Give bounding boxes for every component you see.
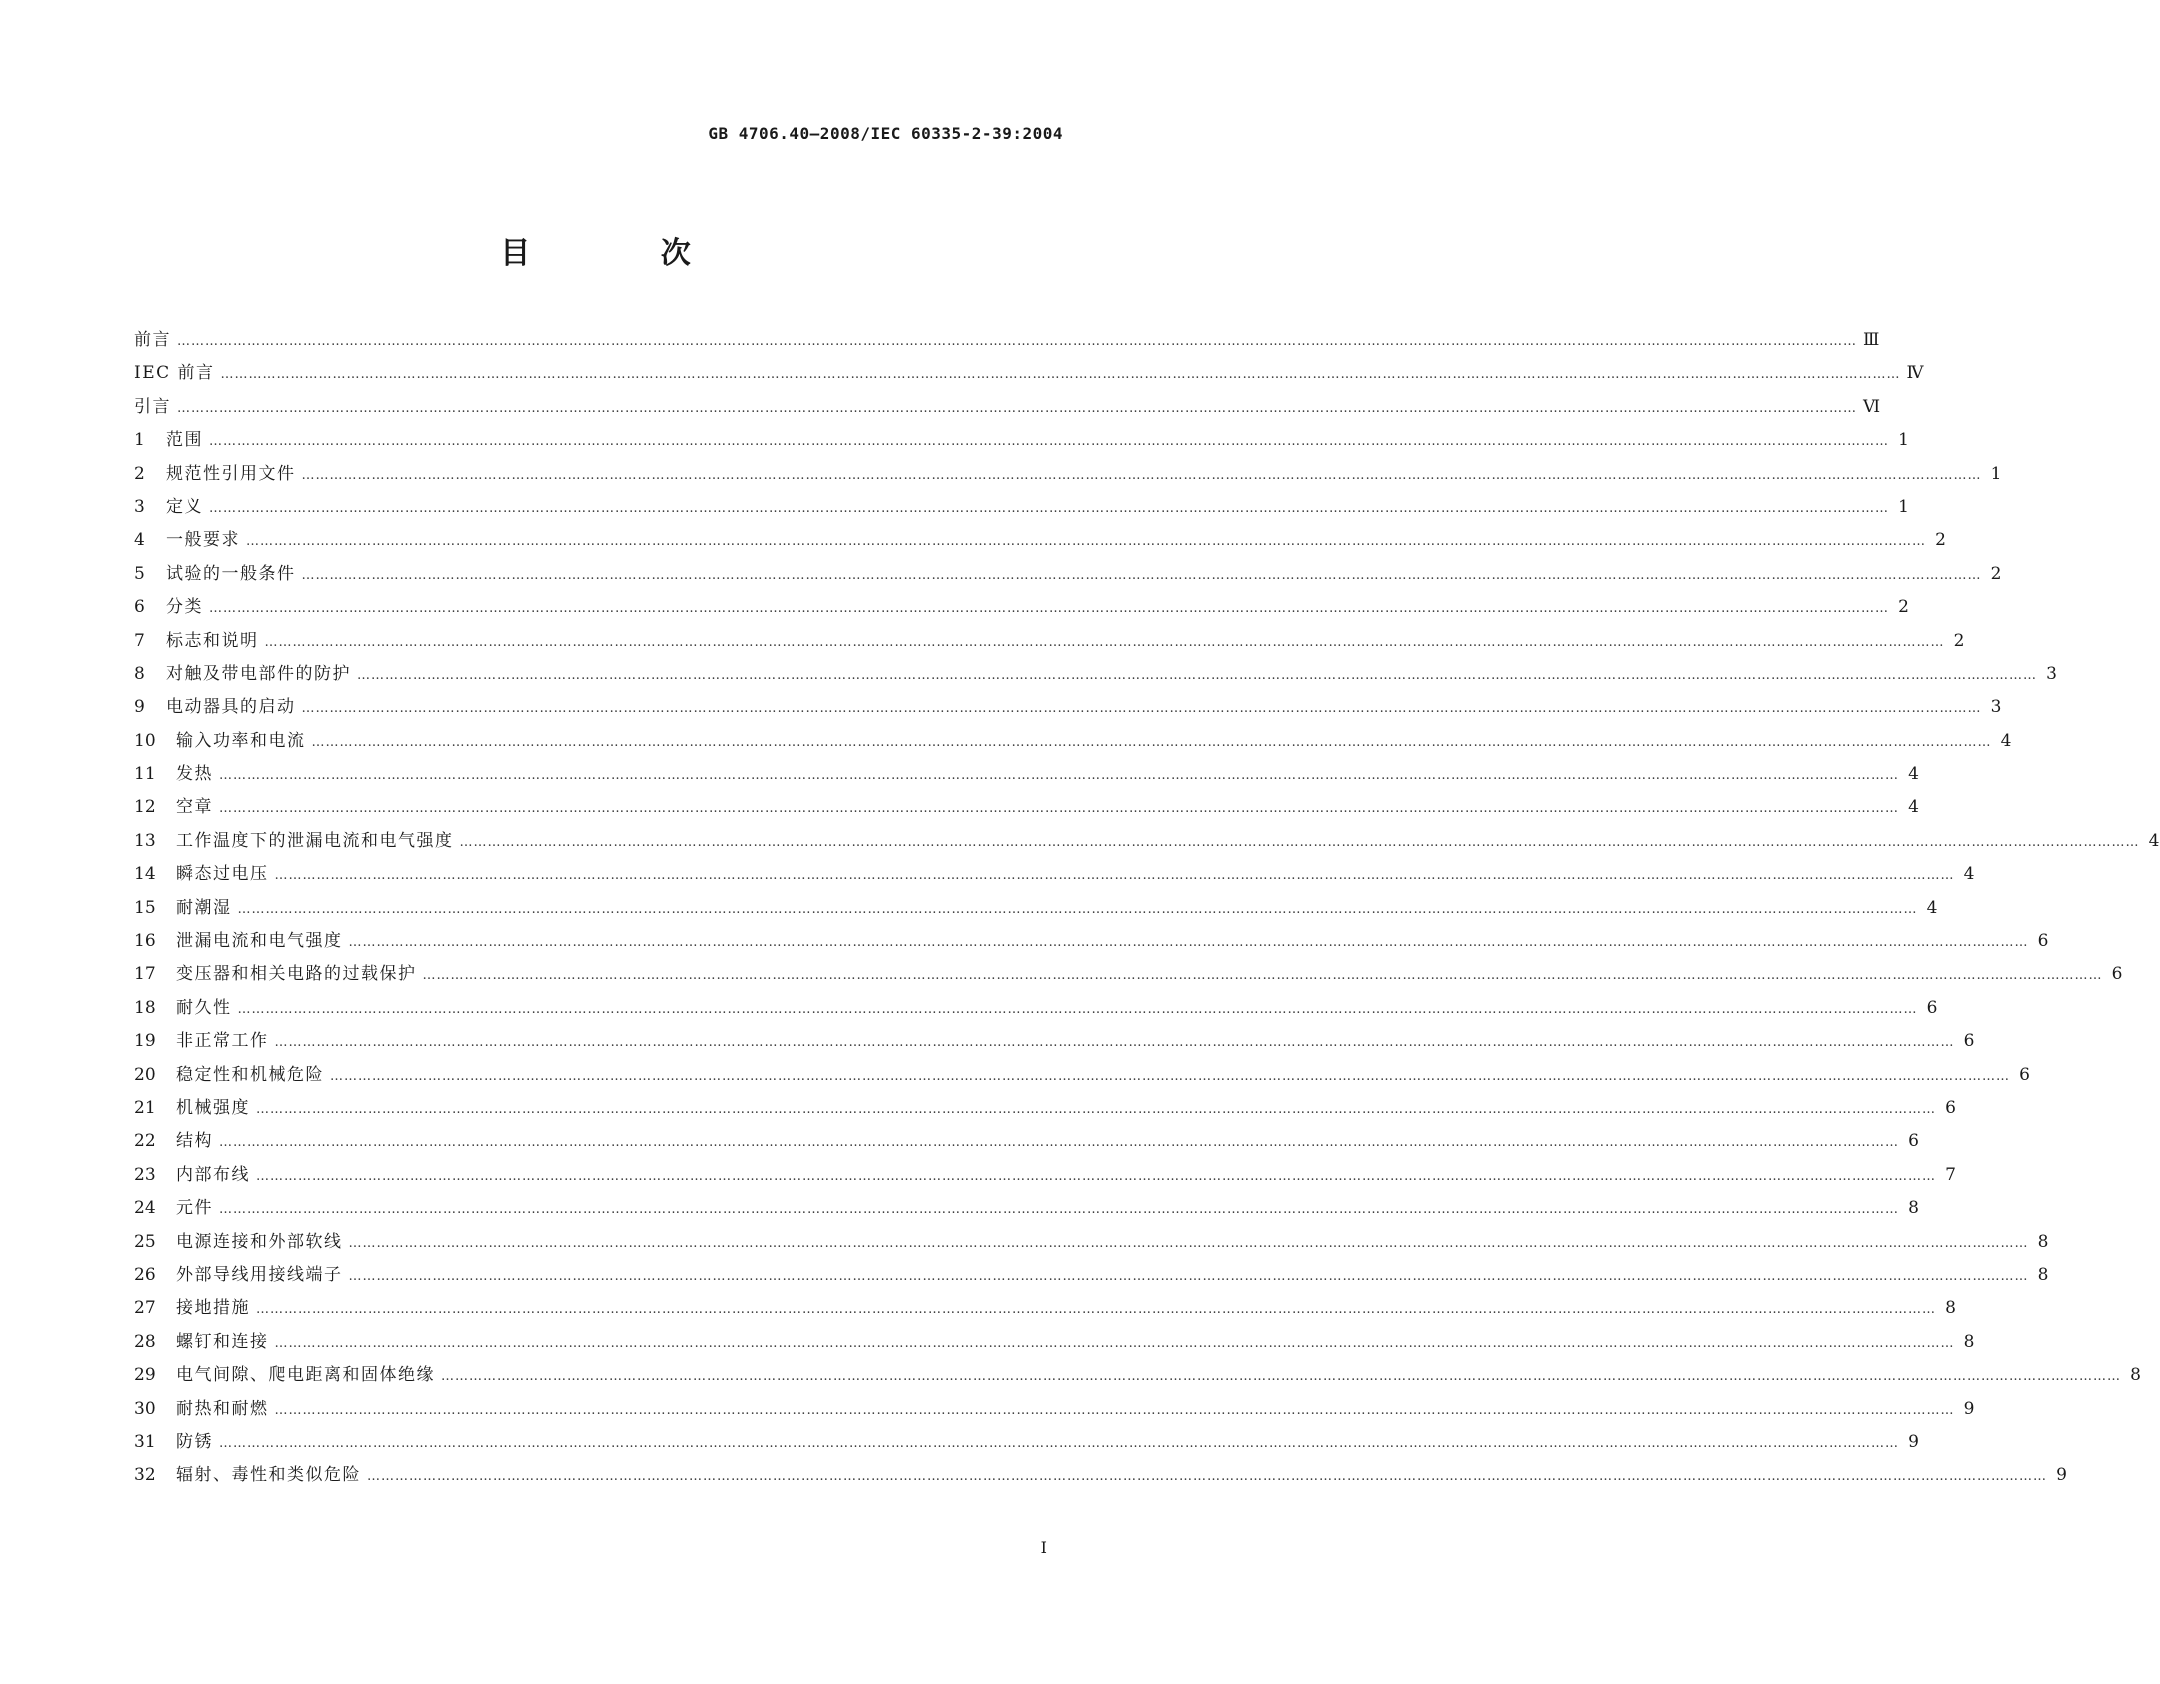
toc-entry-label: 工作温度下的泄漏电流和电气强度 [176,830,454,851]
toc-entry[interactable] [134,459,2002,492]
toc-entry-label: 标志和说明 [166,630,259,651]
toc-entry-number: 29 [134,1365,156,1386]
toc-entry-number: 18 [134,997,156,1018]
toc-entry-page: 6 [1926,997,1938,1018]
toc-entry-label: 范围 [166,430,203,451]
toc-entry[interactable] [134,893,1938,926]
toc-entry[interactable] [134,1160,1956,1193]
toc-entry[interactable] [134,859,1975,892]
toc-entry-page: 1 [1898,430,1909,451]
toc-entry-page: 4 [2000,730,2012,751]
toc-entry[interactable] [134,826,2160,859]
toc-dot-leader: ……………………………………………………………………………………………………………………………………………………………………………………………………………………………………………………………………………………………………………………………… [264,634,1945,650]
toc-entry-label: 稳定性和机械危险 [176,1064,324,1085]
toc-entry-page: 3 [1990,697,2002,718]
toc-entry-label: 接地措施 [176,1298,250,1319]
toc-entry-number: 19 [134,1031,156,1052]
toc-entry-number: 10 [134,730,156,751]
toc-dot-leader: ……………………………………………………………………………………………………………………………………………………………………………………………………………………………………………………………………………………………………………………………… [220,367,1901,383]
toc-entry-page: 4 [1963,864,1975,885]
toc-dot-leader: ……………………………………………………………………………………………………………………………………………………………………………………………………………………………………………………………………………………………………………………………… [237,901,1918,917]
toc-entry[interactable] [134,626,1965,659]
toc-entry-label: 耐久性 [176,997,232,1018]
toc-entry-page: 2 [1953,630,1965,651]
toc-entry[interactable] [134,1126,1919,1159]
toc-entry-label: 对触及带电部件的防护 [166,663,351,684]
toc-entry-label: 机械强度 [176,1097,250,1118]
toc-dot-leader: ……………………………………………………………………………………………………………………………………………………………………………………………………………………………………………………………………………………………………………………………… [301,567,1982,583]
toc-entry-label: 螺钉和连接 [176,1331,269,1352]
toc-entry-page: Ⅳ [1906,363,1924,384]
toc-entry[interactable] [134,525,1946,558]
toc-entry-page: Ⅵ [1863,396,1881,417]
toc-entry-page: Ⅲ [1863,330,1880,350]
toc-dot-leader: ……………………………………………………………………………………………………………………………………………………………………………………………………………………………………………………………………………………………………………………………… [209,601,1889,617]
toc-dot-leader: ……………………………………………………………………………………………………………………………………………………………………………………………………………………………………………………………………………………………………………………………… [256,1168,1936,1184]
toc-entry-number: 6 [134,597,145,618]
toc-dot-leader: ……………………………………………………………………………………………………………………………………………………………………………………………………………………………………………………………………………………………………………………………… [367,1469,2047,1485]
toc-entry-label: 定义 [166,496,203,517]
toc-entry-number: 13 [134,830,156,851]
toc-entry-page: 4 [1908,797,1919,818]
toc-entry-number: 11 [134,764,156,785]
toc-entry[interactable] [134,492,1909,525]
toc-dot-leader: ……………………………………………………………………………………………………………………………………………………………………………………………………………………………………………………………………………………………………………………………… [422,968,2103,984]
toc-entry-number: 14 [134,864,156,885]
toc-entry[interactable] [134,759,1919,792]
toc-entry-number: 28 [134,1331,156,1352]
toc-entry-page: 8 [2037,1231,2049,1252]
toc-entry-page: 4 [2148,830,2160,851]
toc-entry-label: 非正常工作 [176,1031,269,1052]
toc-entry-label: 一般要求 [166,530,240,551]
toc-entry-page: 9 [1908,1431,1919,1452]
toc-entry-number: 4 [134,530,145,551]
toc-dot-leader: ……………………………………………………………………………………………………………………………………………………………………………………………………………………………………………………………………………………………………………………………… [209,434,1889,450]
toc-entry-number: 23 [134,1164,156,1185]
toc-entry-number: 25 [134,1231,156,1252]
toc-entry[interactable] [134,1360,2141,1393]
toc-entry-page: 6 [1963,1031,1975,1052]
page-title: 目 次 [500,236,751,271]
toc-entry[interactable] [134,358,1924,391]
toc-entry-label: 耐潮湿 [176,897,232,918]
toc-dot-leader: ……………………………………………………………………………………………………………………………………………………………………………………………………………………………………………………………………………………………………………………………… [219,1435,1899,1451]
toc-entry-number: 24 [134,1198,156,1219]
toc-dot-leader: ……………………………………………………………………………………………………………………………………………………………………………………………………………………………………………………………………………………………………………………………… [177,400,1857,416]
toc-dot-leader: ……………………………………………………………………………………………………………………………………………………………………………………………………………………………………………………………………………………………………………………………… [219,1202,1899,1218]
toc-dot-leader: ……………………………………………………………………………………………………………………………………………………………………………………………………………………………………………………………………………………………………………………………… [237,1001,1918,1017]
toc-entry-label: 结构 [176,1131,213,1152]
toc-entry-page: 7 [1945,1164,1956,1185]
toc-dot-leader: ……………………………………………………………………………………………………………………………………………………………………………………………………………………………………………………………………………………………………………………………… [348,1235,2029,1251]
toc-entry-label: 引言 [134,396,171,417]
toc-entry-page: 8 [2130,1365,2141,1386]
toc-dot-leader: ……………………………………………………………………………………………………………………………………………………………………………………………………………………………………………………………………………………………………………………………… [301,701,1982,717]
toc-dot-leader: ……………………………………………………………………………………………………………………………………………………………………………………………………………………………………………………………………………………………………………………………… [209,500,1889,516]
toc-dot-leader: ……………………………………………………………………………………………………………………………………………………………………………………………………………………………………………………………………………………………………………………………… [219,1135,1899,1151]
toc-entry[interactable] [134,392,1881,425]
toc-entry[interactable] [134,325,1880,358]
toc-entry-number: 8 [134,663,145,684]
toc-entry-page: 8 [1963,1331,1975,1352]
toc-entry-number: 17 [134,964,156,985]
toc-entry-label: 泄漏电流和电气强度 [176,931,343,952]
toc-entry-number: 20 [134,1064,156,1085]
toc-entry[interactable] [134,1260,2049,1293]
toc-entry[interactable] [134,1394,1975,1427]
toc-entry[interactable] [134,1327,1975,1360]
toc-entry-label: 电动器具的启动 [166,697,296,718]
toc-dot-leader: ……………………………………………………………………………………………………………………………………………………………………………………………………………………………………………………………………………………………………………………………… [301,467,1982,483]
toc-entry-page: 8 [1908,1198,1919,1219]
toc-entry-label: 瞬态过电压 [176,864,269,885]
toc-entry-label: 输入功率和电流 [176,730,306,751]
toc-entry-label: 内部布线 [176,1164,250,1185]
toc-dot-leader: ……………………………………………………………………………………………………………………………………………………………………………………………………………………………………………………………………………………………………………………………… [219,768,1899,784]
toc-entry-page: 9 [2056,1465,2067,1486]
toc-dot-leader: ……………………………………………………………………………………………………………………………………………………………………………………………………………………………………………………………………………………………………………………………… [441,1369,2121,1385]
toc-entry-number: 1 [134,430,145,451]
toc-dot-leader: ……………………………………………………………………………………………………………………………………………………………………………………………………………………………………………………………………………………………………………………………… [459,834,2140,850]
toc-entry-number: 32 [134,1465,156,1486]
toc-entry-page: 6 [2111,964,2123,985]
toc-entry-page: 6 [2037,931,2049,952]
toc-entry-page: 8 [2037,1264,2049,1285]
toc-entry-label: 耐热和耐燃 [176,1398,269,1419]
toc-entry-number: 2 [134,463,145,484]
toc-entry-page: 4 [1908,764,1919,785]
toc-entry-number: 16 [134,931,156,952]
toc-entry-number: 5 [134,563,145,584]
toc-entry[interactable] [134,792,1919,825]
toc-entry[interactable] [134,1026,1975,1059]
toc-entry[interactable] [134,1193,1919,1226]
toc-entry-label: 电气间隙、爬电距离和固体绝缘 [176,1365,435,1386]
toc-entry-label: 电源连接和外部软线 [176,1231,343,1252]
toc-dot-leader: ……………………………………………………………………………………………………………………………………………………………………………………………………………………………………………………………………………………………………………………………… [357,667,2037,683]
toc-entry-number: 12 [134,797,156,818]
toc-entry-page: 9 [1963,1398,1975,1419]
toc-entry-label: 防锈 [176,1431,213,1452]
toc-dot-leader: ……………………………………………………………………………………………………………………………………………………………………………………………………………………………………………………………………………………………………………………………… [177,334,1857,349]
toc-entry-page: 6 [2019,1064,2030,1085]
toc-dot-leader: ……………………………………………………………………………………………………………………………………………………………………………………………………………………………………………………………………………………………………………………………… [274,1402,1955,1418]
toc-dot-leader: ……………………………………………………………………………………………………………………………………………………………………………………………………………………………………………………………………………………………………………………………… [274,1335,1955,1351]
toc-entry-page: 3 [2046,663,2057,684]
toc-entry-label: IEC 前言 [134,363,215,384]
toc-entry-label: 规范性引用文件 [166,463,296,484]
toc-entry[interactable] [134,993,1938,1026]
toc-dot-leader: ……………………………………………………………………………………………………………………………………………………………………………………………………………………………………………………………………………………………………………………………… [274,868,1955,884]
toc-entry-number: 31 [134,1431,156,1452]
toc-dot-leader: ……………………………………………………………………………………………………………………………………………………………………………………………………………………………………………………………………………………………………………………………… [274,1035,1955,1051]
toc-entry-label: 变压器和相关电路的过载保护 [176,964,417,985]
toc-dot-leader: ……………………………………………………………………………………………………………………………………………………………………………………………………………………………………………………………………………………………………………………………… [219,801,1899,817]
toc-entry[interactable] [134,1093,1956,1126]
toc-dot-leader: ……………………………………………………………………………………………………………………………………………………………………………………………………………………………………………………………………………………………………………………………… [256,1101,1936,1117]
toc-entry[interactable] [134,592,1909,625]
toc-dot-leader: ……………………………………………………………………………………………………………………………………………………………………………………………………………………………………………………………………………………………………………………………… [256,1302,1936,1318]
table-of-contents [134,325,2160,1494]
toc-entry-label: 试验的一般条件 [166,563,296,584]
page-number: I [1040,1538,1047,1557]
toc-entry-page: 2 [1935,530,1946,551]
toc-entry[interactable] [134,425,1909,458]
toc-entry-number: 7 [134,630,145,651]
toc-entry-page: 1 [1898,496,1909,517]
toc-entry-number: 27 [134,1298,156,1319]
toc-entry[interactable] [134,1293,1956,1326]
toc-entry-page: 8 [1945,1298,1956,1319]
toc-entry-label: 外部导线用接线端子 [176,1264,343,1285]
toc-entry[interactable] [134,692,2002,725]
toc-entry-label: 分类 [166,597,203,618]
toc-dot-leader: ……………………………………………………………………………………………………………………………………………………………………………………………………………………………………………………………………………………………………………………………… [348,1268,2029,1284]
toc-dot-leader: ……………………………………………………………………………………………………………………………………………………………………………………………………………………………………………………………………………………………………………………………… [330,1068,2010,1084]
toc-entry-number: 15 [134,897,156,918]
toc-dot-leader: ……………………………………………………………………………………………………………………………………………………………………………………………………………………………………………………………………………………………………………………………… [246,534,1926,550]
toc-entry-label: 空章 [176,797,213,818]
toc-entry-page: 4 [1926,897,1938,918]
toc-entry-number: 21 [134,1097,156,1118]
toc-entry-page: 2 [1898,597,1909,618]
toc-entry[interactable] [134,559,2002,592]
toc-entry-label: 元件 [176,1198,213,1219]
toc-entry-number: 3 [134,496,145,517]
toc-entry[interactable] [134,1060,2030,1093]
toc-entry-label: 辐射、毒性和类似危险 [176,1465,361,1486]
toc-dot-leader: ……………………………………………………………………………………………………………………………………………………………………………………………………………………………………………………………………………………………………………………………… [311,734,1992,750]
toc-entry-label: 前言 [134,330,171,350]
toc-entry-page: 2 [1990,563,2002,584]
toc-entry-number: 26 [134,1264,156,1285]
toc-entry[interactable] [134,726,2012,759]
toc-entry-page: 6 [1908,1131,1919,1152]
toc-entry[interactable] [134,659,2057,692]
toc-entry[interactable] [134,926,2049,959]
toc-entry-label: 发热 [176,764,213,785]
toc-dot-leader: ……………………………………………………………………………………………………………………………………………………………………………………………………………………………………………………………………………………………………………………………… [348,935,2029,951]
toc-entry-number: 30 [134,1398,156,1419]
toc-entry-number: 22 [134,1131,156,1152]
toc-entry[interactable] [134,959,2123,992]
toc-entry-page: 6 [1945,1097,1956,1118]
toc-entry-page: 1 [1990,463,2002,484]
standard-code: GB 4706.40—2008/IEC 60335-2-39:2004 [708,124,1063,143]
toc-entry-number: 9 [134,697,145,718]
toc-entry[interactable] [134,1227,2049,1260]
toc-entry[interactable] [134,1427,1919,1460]
toc-entry[interactable] [134,1460,2067,1493]
